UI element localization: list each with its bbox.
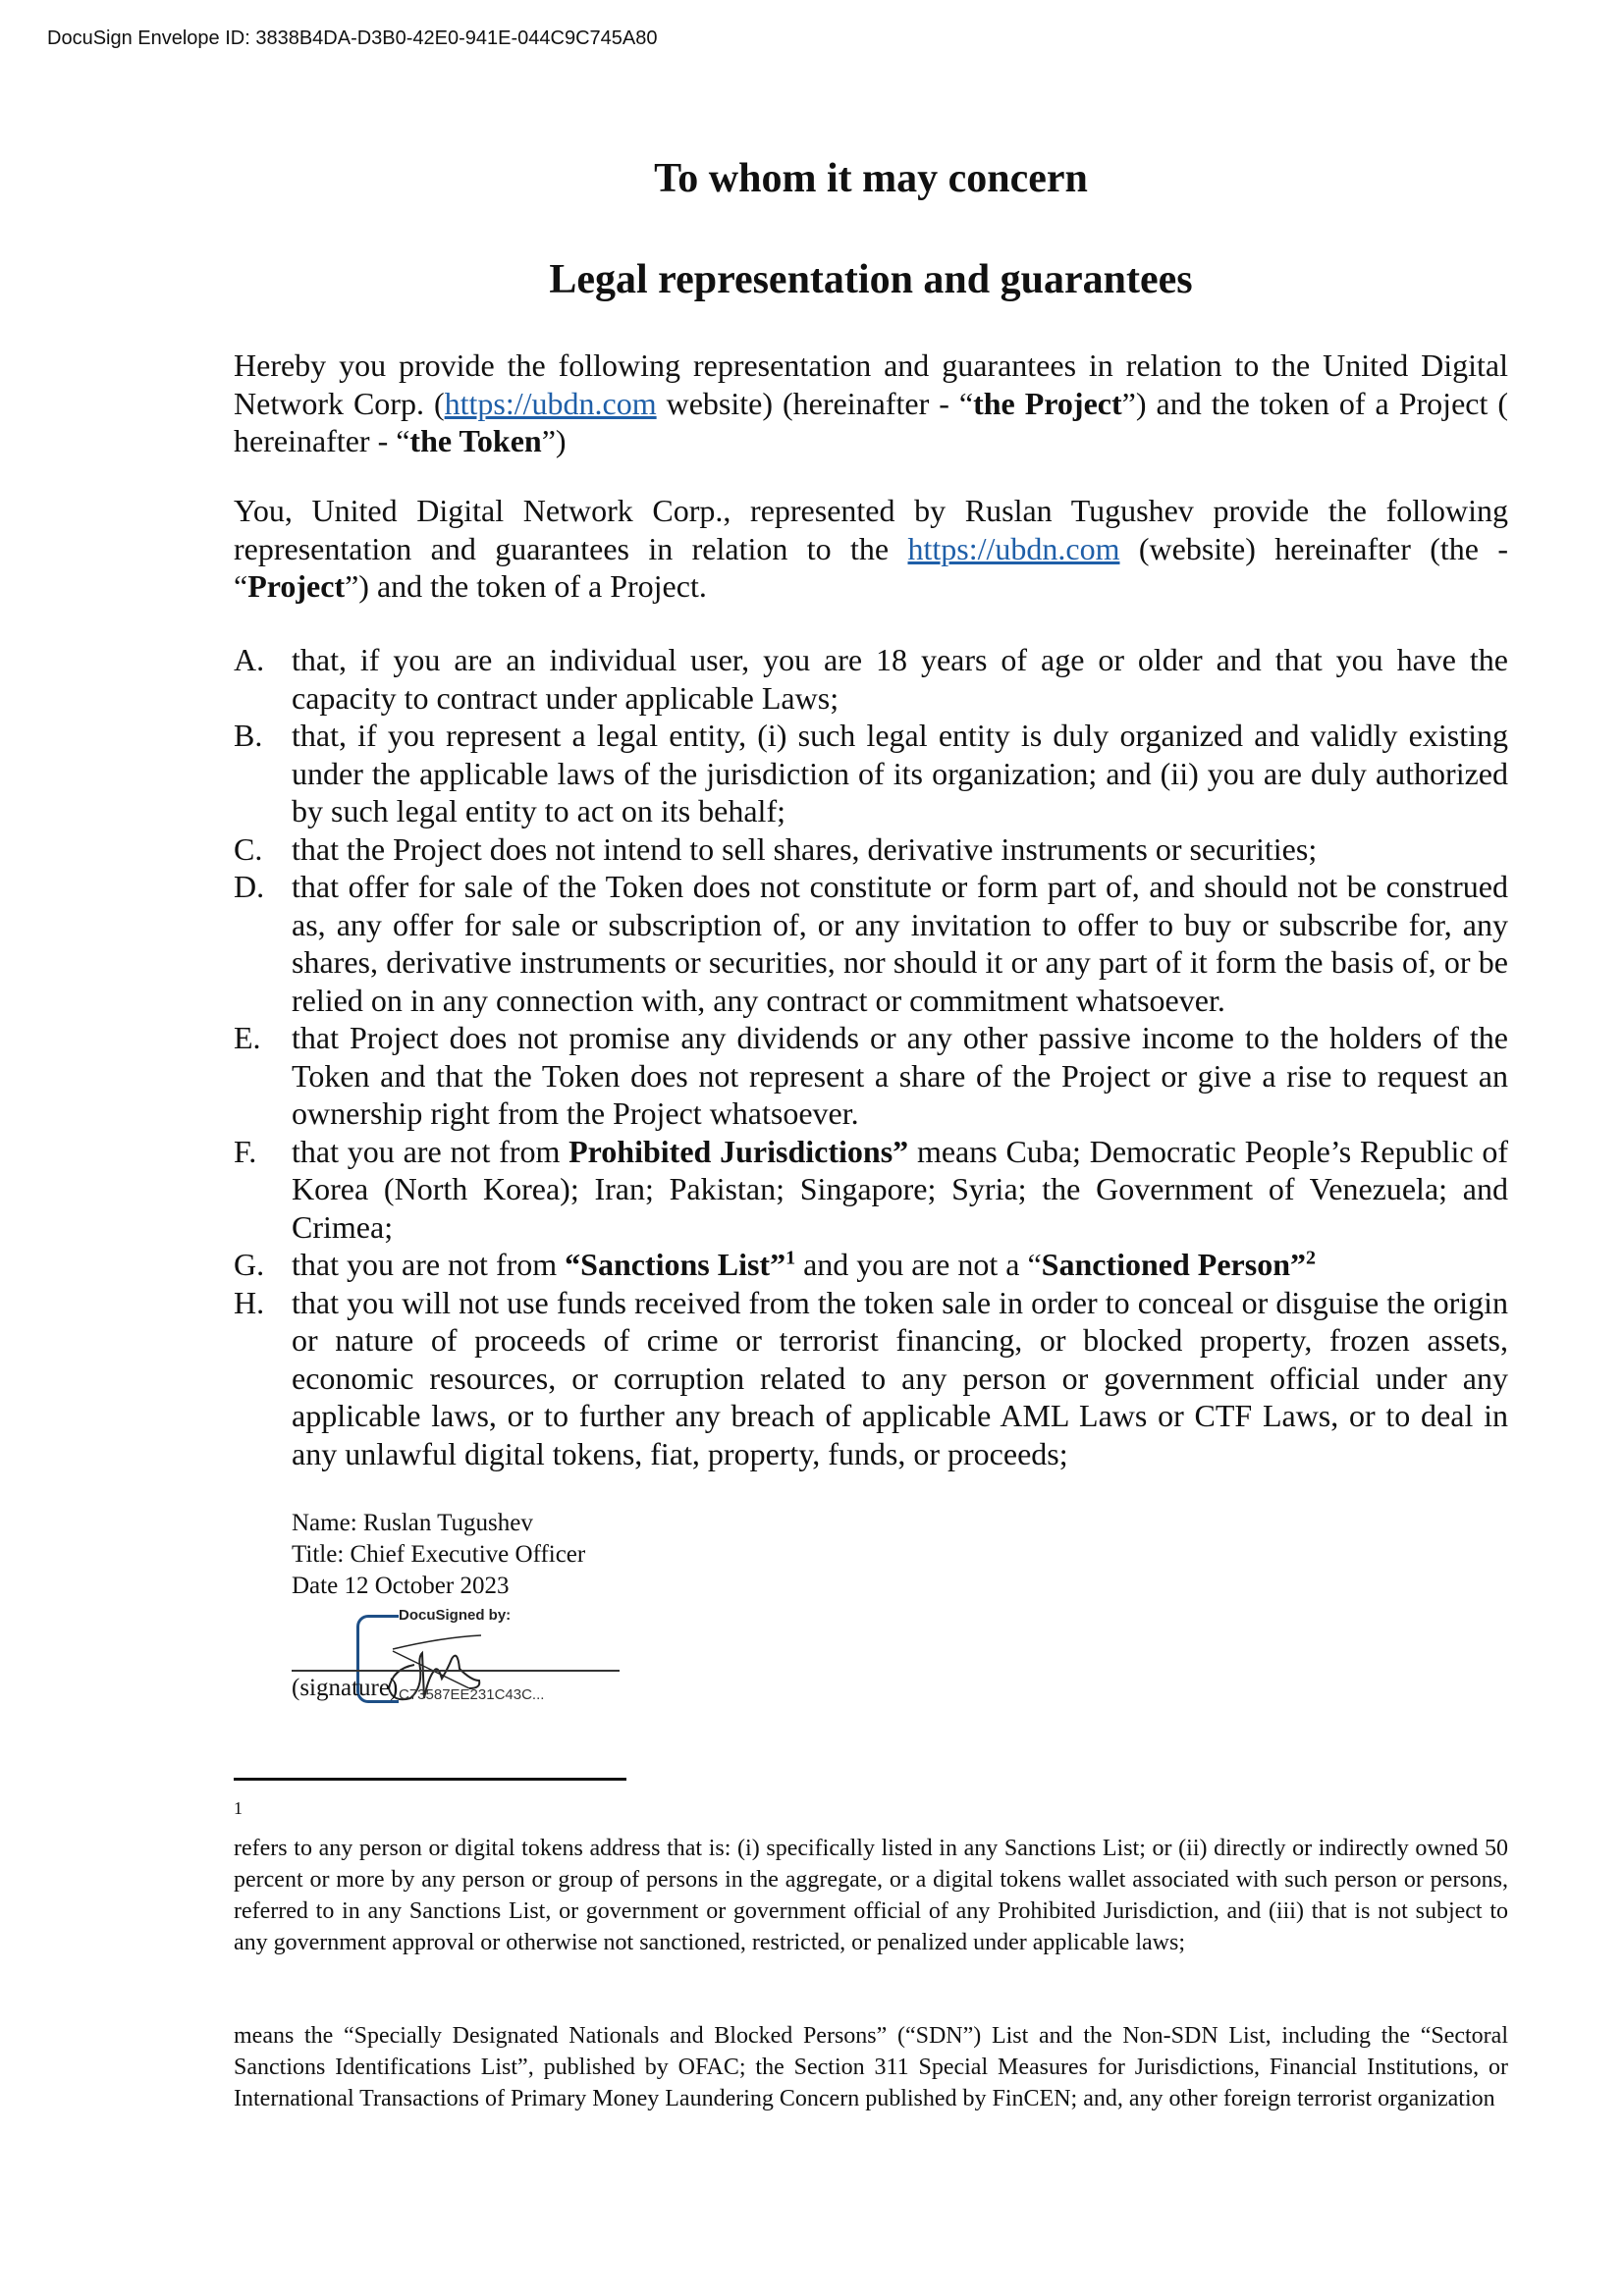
text: You, United Digital Network Corp., represented by Ruslan Tugushev provide the following representation and guarantees in relation to the bbox=[234, 493, 1508, 566]
signature-line bbox=[292, 1670, 620, 1672]
text: website) (hereinafter - “ bbox=[656, 385, 974, 421]
docusign-envelope-id: DocuSign Envelope ID: 3838B4DA-D3B0-42E0-941E-044C9C745A80 bbox=[47, 27, 658, 49]
text: that you are not from bbox=[292, 1247, 566, 1282]
text: ”) bbox=[541, 423, 567, 458]
defined-term-sanctioned-person: Sanctioned Person” bbox=[1041, 1247, 1306, 1282]
list-item-text: that, if you represent a legal entity, (i) such legal entity is duly organized and validly existing under the applicable laws of the jurisdiction of its organization; and (ii) you are duly authorized by such legal entity to act on its behalf; bbox=[292, 718, 1508, 828]
ubdn-link[interactable]: https://ubdn.com bbox=[444, 385, 657, 421]
list-item-text: that Project does not promise any dividends or any other passive income to the holders of the Token and that the Token does not represent a share of the Project or give a rise to request an ownership right from the Project whatsoever. bbox=[292, 1020, 1508, 1131]
list-marker: B. bbox=[234, 718, 263, 753]
list-marker: D. bbox=[234, 869, 265, 904]
signature-label: (signature) bbox=[292, 1675, 399, 1701]
signer-title: Title: Chief Executive Officer bbox=[292, 1541, 586, 1568]
list-marker: F. bbox=[234, 1133, 257, 1169]
text: and you are not a “ bbox=[795, 1247, 1042, 1282]
defined-term-token: the Token bbox=[409, 423, 542, 458]
signature-date: Date 12 October 2023 bbox=[292, 1573, 510, 1599]
list-marker: G. bbox=[234, 1247, 265, 1282]
list-marker: H. bbox=[234, 1284, 265, 1320]
text: means Cuba; Democratic People’s Republic of Korea (North Korea); Iran; Pakistan; Singapore; Syria; the Government of Venezuela; and Crimea; bbox=[292, 1133, 1508, 1245]
text: (website) hereinafter (the - “ bbox=[234, 530, 1509, 604]
signature-block bbox=[292, 1508, 585, 1602]
list-item bbox=[234, 717, 1508, 830]
footnote-2: means the “Specially Designated Nationals and Blocked Persons” (“SDN”) List and the Non-SDN List, including the “Sectoral Sanctions Identifications List”, published by OFAC; the Section 311 Special Measures for Jurisdictions, Financial Institutions, or International Transactions of Primary Money Laundering Concern published by FinCEN; and, any other foreign terrorist organization bbox=[234, 2023, 1508, 2111]
defined-term-prohibited-jurisdictions: Prohibited Jurisdictions” bbox=[568, 1133, 909, 1169]
list-item bbox=[234, 641, 1508, 717]
footnote-ref-2[interactable]: 2 bbox=[1305, 1247, 1316, 1269]
salutation-heading: To whom it may concern bbox=[654, 156, 1088, 201]
docusign-signer-id: C73587EE231C43C... bbox=[399, 1686, 545, 1703]
list-marker: A. bbox=[234, 642, 265, 677]
list-marker: C. bbox=[234, 830, 263, 867]
intro-paragraph-1 bbox=[234, 347, 1508, 460]
defined-term-project: the Project bbox=[973, 385, 1122, 421]
text: Hereby you provide the following representation and guarantees in relation to the United Digital Network Corp. ( bbox=[234, 347, 1508, 421]
signer-name: Name: Ruslan Tugushev bbox=[292, 1510, 533, 1536]
list-item-text: that you will not use funds received from the token sale in order to conceal or disguise the origin or nature of proceeds of crime or terrorist financing, or blocked property, frozen assets, economic resources, or corruption related to any person or government official under any applicable laws, or to further any breach of applicable AML Laws or CTF Laws, or to deal in any unlawful digital tokens, fiat, property, funds, or proceeds; bbox=[292, 1284, 1508, 1471]
list-item bbox=[234, 1246, 1508, 1284]
ubdn-link[interactable]: https://ubdn.com bbox=[907, 530, 1120, 566]
text: ”) and the token of a Project. bbox=[345, 568, 707, 604]
list-marker: E. bbox=[234, 1020, 261, 1055]
footnote-number: 1 bbox=[234, 1798, 243, 1818]
text: ”) and the token of a Project ( hereinafter - “ bbox=[234, 385, 1509, 458]
intro-paragraph-2 bbox=[234, 492, 1508, 606]
list-item-text: that the Project does not intend to sell shares, derivative instruments or securities; bbox=[292, 830, 1318, 867]
list-item bbox=[234, 868, 1508, 1019]
footnote-ref-1[interactable]: 1 bbox=[785, 1247, 796, 1269]
list-item bbox=[234, 1019, 1508, 1133]
text: that you are not from bbox=[292, 1133, 569, 1169]
footnote-separator bbox=[234, 1778, 626, 1781]
list-item bbox=[234, 830, 1508, 869]
list-item-text: that, if you are an individual user, you are 18 years of age or older and that you have the capacity to contract under applicable Laws; bbox=[292, 642, 1508, 716]
list-item bbox=[234, 1284, 1508, 1473]
defined-term-project: Project bbox=[247, 568, 346, 604]
docusigned-by-label: DocuSigned by: bbox=[399, 1607, 512, 1624]
footnote-1: refers to any person or digital tokens address that is: (i) specifically listed in any Sanctions List; or (ii) directly or indirectly owned 50 percent or more by any person or group of persons in the aggregate, or a digital tokens wallet associated with such person or persons, referred to in any Sanctions List, or government or government official of any Prohibited Jurisdiction, and (iii) that is not subject to any government approval or otherwise not sanctioned, restricted, or penalized under applicable laws; bbox=[234, 1836, 1508, 1955]
list-item-text: that offer for sale of the Token does not constitute or form part of, and should not be construed as, any offer for sale or subscription of, or any invitation to offer to buy or subscribe for, any shares, derivative instruments or securities, nor should it or any part of it form the basis of, or be relied on in any connection with, any contract or commitment whatsoever. bbox=[292, 869, 1508, 1018]
defined-term-sanctions-list: “Sanctions List” bbox=[565, 1247, 786, 1282]
guarantees-list bbox=[234, 641, 1508, 1472]
list-item bbox=[234, 1133, 1508, 1247]
document-title: Legal representation and guarantees bbox=[549, 257, 1193, 302]
